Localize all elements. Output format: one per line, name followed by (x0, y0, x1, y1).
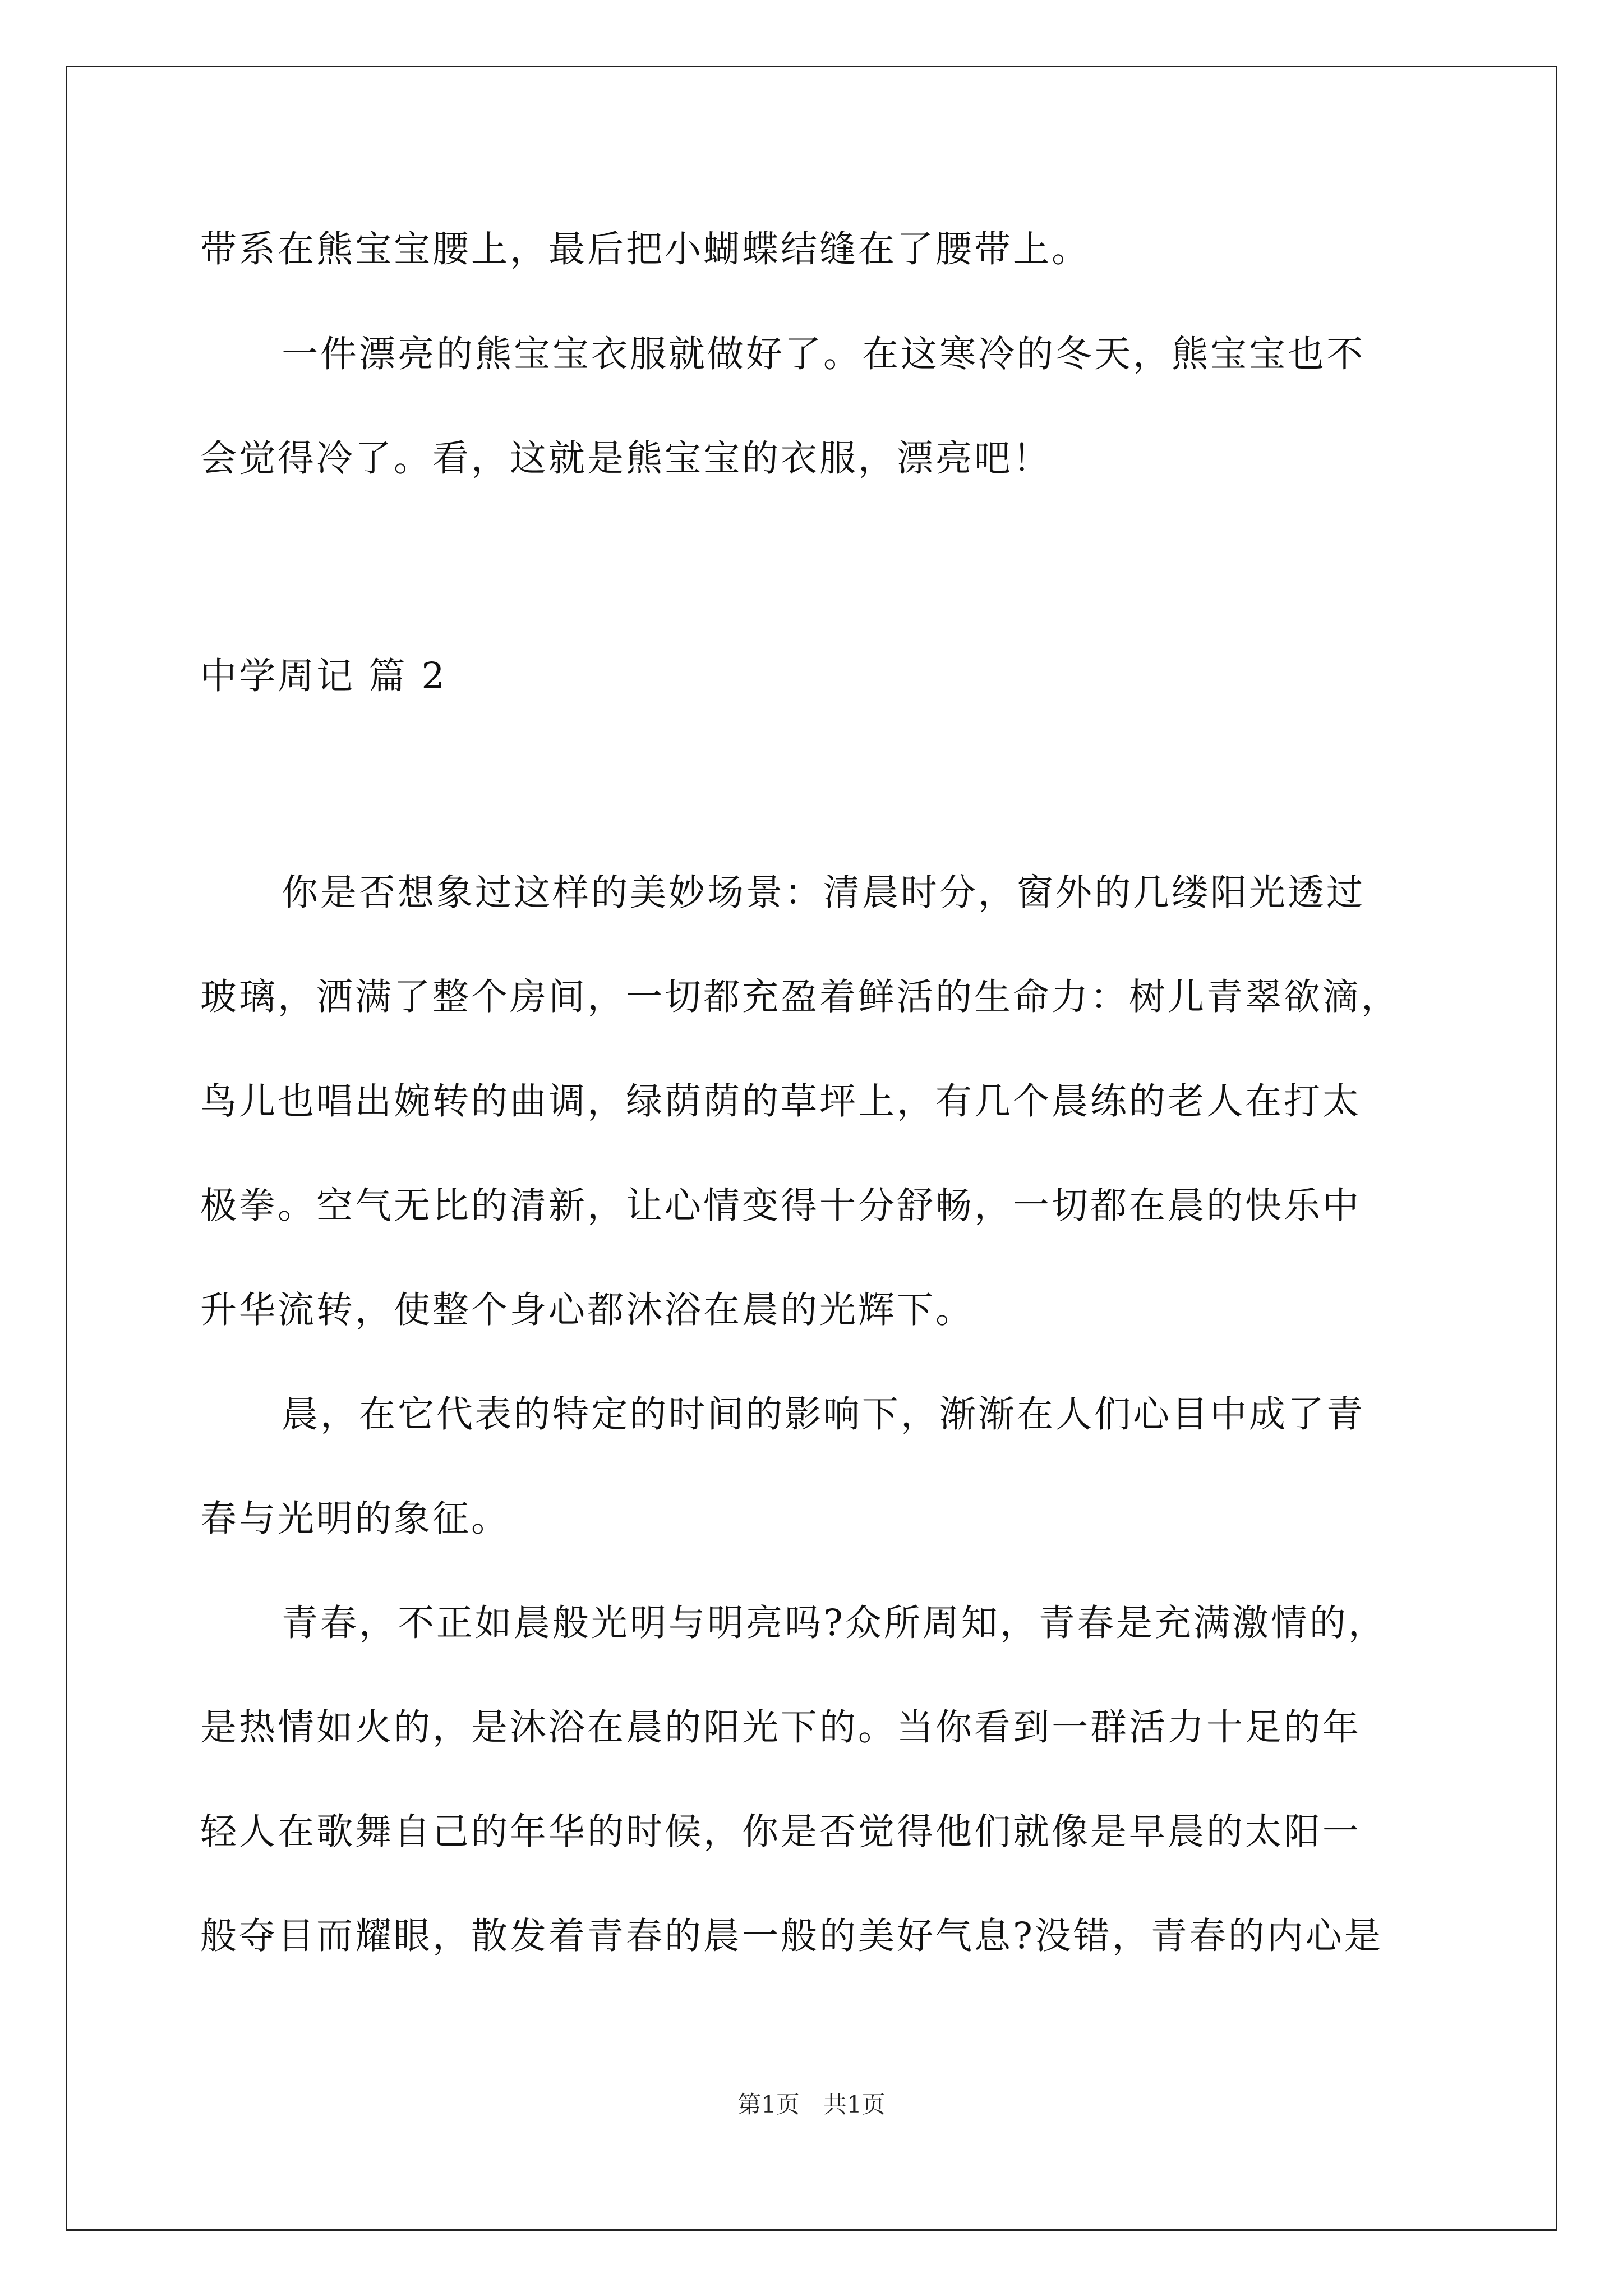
paragraph-line: 会觉得冷了。看，这就是熊宝宝的衣服，漂亮吧！ (200, 438, 1052, 480)
paragraph-line: 青春，不正如晨般光明与明亮吗?众所周知，青春是充满激情的， (282, 1602, 1387, 1644)
paragraph-line: 你是否想象过这样的美妙场景：清晨时分，窗外的几缕阳光透过 (282, 872, 1366, 914)
paragraph-line: 一件漂亮的熊宝宝衣服就做好了。在这寒冷的冬天，熊宝宝也不 (282, 333, 1366, 375)
paragraph-line: 晨，在它代表的特定的时间的影响下，渐渐在人们心目中成了青 (282, 1393, 1366, 1435)
paragraph-line: 升华流转，使整个身心都沐浴在晨的光辉下。 (200, 1289, 975, 1331)
page-border (66, 66, 1557, 2231)
paragraph-line: 鸟儿也唱出婉转的曲调，绿荫荫的草坪上，有几个晨练的老人在打太 (200, 1080, 1362, 1122)
paragraph-line: 带系在熊宝宝腰上，最后把小蝴蝶结缝在了腰带上。 (200, 228, 1091, 270)
paragraph-line: 极拳。空气无比的清新，让心情变得十分舒畅，一切都在晨的快乐中 (200, 1185, 1362, 1227)
section-heading: 中学周记 篇 2 (200, 655, 447, 697)
paragraph-line: 是热情如火的，是沐浴在晨的阳光下的。当你看到一群活力十足的年 (200, 1706, 1362, 1749)
paragraph-line: 轻人在歌舞自己的年华的时候，你是否觉得他们就像是早晨的太阳一 (200, 1811, 1362, 1853)
paragraph-line: 春与光明的象征。 (200, 1498, 510, 1540)
paragraph-line: 般夺目而耀眼，散发着青春的晨一般的美好气息?没错，青春的内心是 (200, 1915, 1383, 1957)
paragraph-line: 玻璃，洒满了整个房间，一切都充盈着鲜活的生命力：树儿青翠欲滴， (200, 976, 1400, 1018)
page-footer: 第1页 共1页 (737, 2091, 886, 2118)
